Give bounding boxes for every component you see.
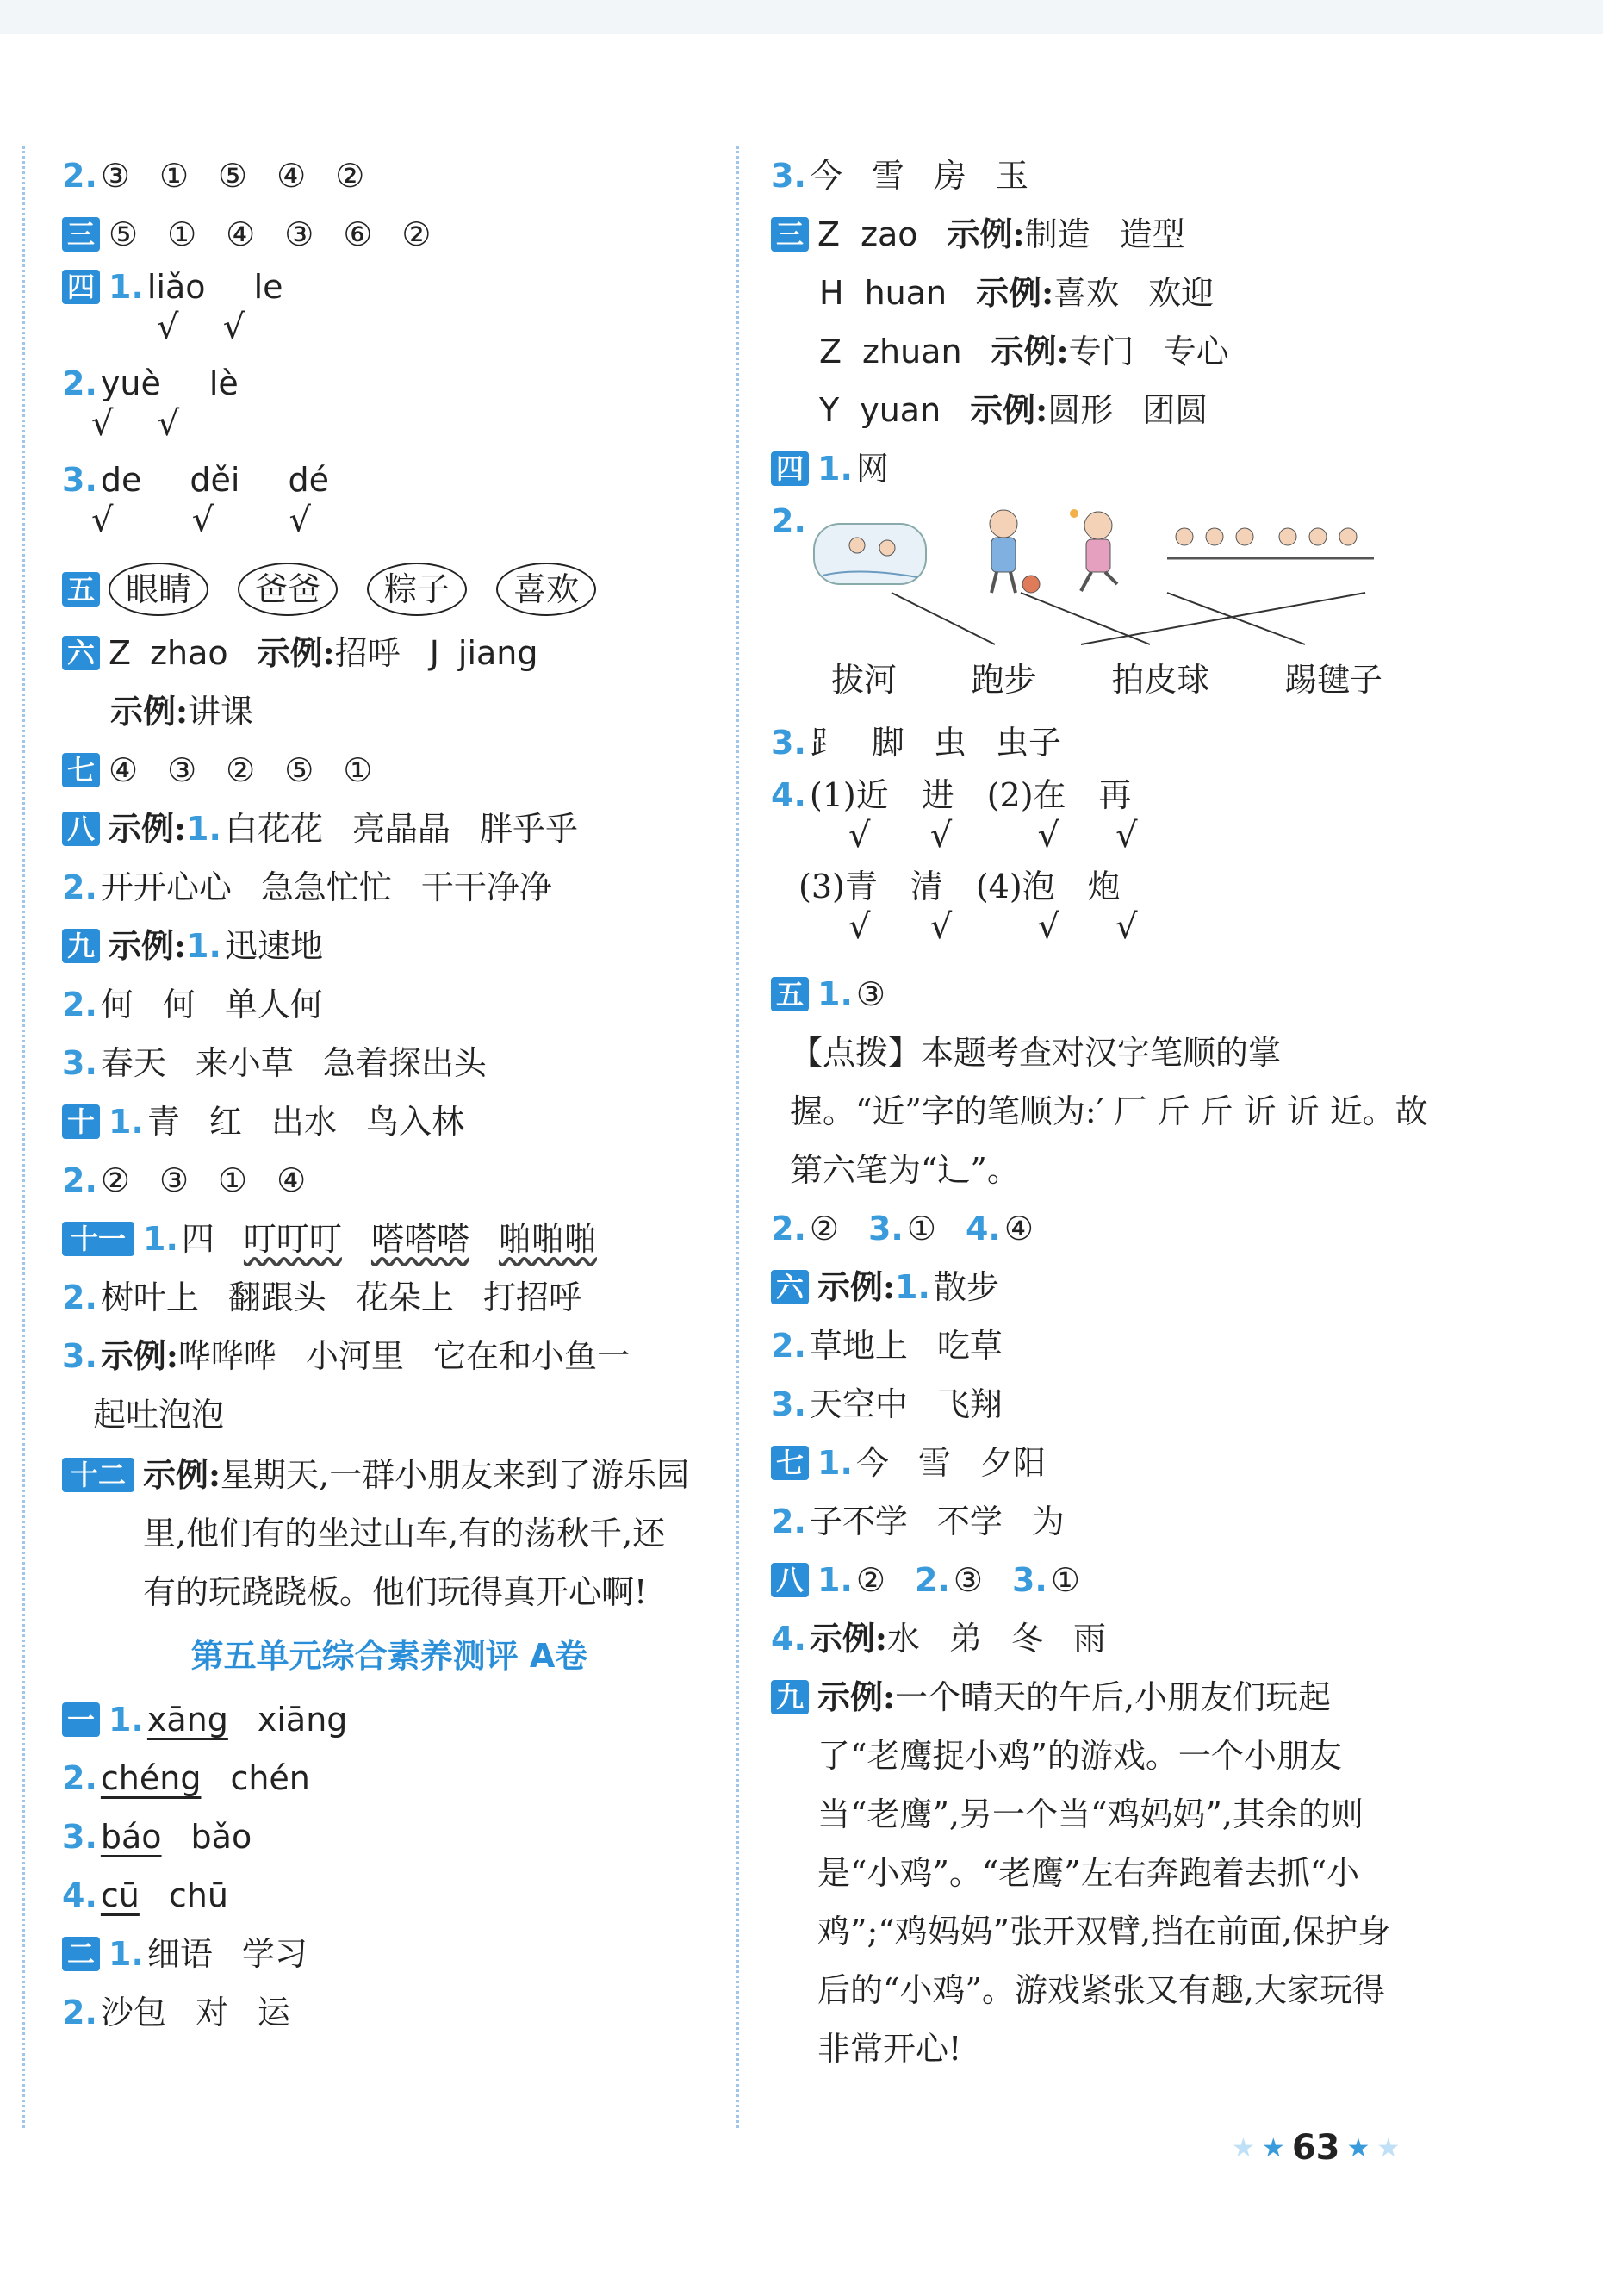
answer: ① — [167, 215, 197, 253]
answer: ⑤ — [218, 157, 248, 195]
answer: 玉 — [995, 157, 1028, 195]
answer: 造型 — [1119, 215, 1185, 253]
answer: 飞翔 — [936, 1385, 1003, 1423]
pinyin-block — [62, 457, 717, 541]
item-number: 1. — [109, 1103, 144, 1141]
activity-label: 踢毽子 — [1283, 661, 1382, 699]
answer: ③ — [158, 1161, 190, 1199]
item-number: 1. — [817, 975, 853, 1013]
page-footer — [1232, 2128, 1400, 2168]
answer: 何 — [100, 986, 134, 1024]
item-number: 4. — [62, 1876, 97, 1914]
pinyin: le — [253, 268, 283, 306]
answer: 招呼 — [334, 634, 401, 672]
left-border — [22, 146, 25, 2128]
pinyin: xiāng — [257, 1701, 348, 1739]
item-number: 3. — [771, 724, 806, 762]
circled-word: 粽子 — [367, 563, 467, 616]
answer-row — [771, 264, 1434, 322]
star-icon: ★ — [1232, 2132, 1255, 2163]
letter: H — [819, 274, 844, 312]
answer: 网 — [855, 450, 889, 488]
pinyin: de — [100, 461, 142, 499]
activity-label: 拍皮球 — [1111, 661, 1210, 699]
pinyin: zao — [861, 215, 918, 253]
answer-row — [771, 1551, 1434, 1609]
answer: 今 — [809, 157, 842, 195]
right-column — [771, 146, 1434, 2078]
pinyin: chén — [230, 1759, 310, 1797]
circled-word: 喜欢 — [496, 563, 596, 616]
item-number: 3. — [867, 1210, 904, 1248]
example-label: 示例: — [970, 390, 1048, 429]
answer-row — [62, 1034, 717, 1092]
answer: 单人何 — [224, 986, 323, 1024]
answer-row — [62, 1808, 717, 1866]
answer: ① — [218, 1161, 248, 1199]
example-label: 示例: — [257, 633, 335, 672]
swimming-scene-icon — [814, 524, 926, 584]
column-divider — [736, 146, 739, 2128]
answer: 水 — [886, 1620, 920, 1658]
answer: ② — [401, 215, 432, 253]
pinyin: liǎo — [146, 268, 206, 306]
answer: 迅速地 — [224, 927, 323, 965]
answer: 草地上 — [809, 1327, 908, 1365]
answer: 何 — [162, 986, 196, 1024]
item-number: 1. — [817, 1444, 853, 1482]
section-badge: 七 — [62, 753, 100, 787]
answer: 虫 — [933, 724, 966, 762]
answer: 干干净净 — [420, 868, 552, 906]
answer-row — [771, 1199, 1434, 1258]
item-number: 2. — [771, 1327, 806, 1365]
answer: 树叶上 — [100, 1279, 199, 1316]
answer: 团圆 — [1142, 391, 1208, 429]
section-badge: 三 — [62, 217, 100, 252]
answer: 运 — [257, 1994, 290, 2032]
answer-row — [771, 322, 1434, 381]
check-mark: √ — [929, 907, 953, 947]
answer: 亮晶晶 — [351, 810, 450, 848]
paragraph-text: 一个晴天的午后,小朋友们玩起了“老鹰捉小鸡”的游戏。一个小朋友当“老鹰”,另一个当“鸡妈妈”,其余的则是“小鸡”。“老鹰”左右奔跑着去抓“小鸡”;“鸡妈妈”张开双臂,挡在前面,保护身后的“小鸡”。游戏紧张又有趣,大家玩得非常开心! — [817, 1678, 1391, 2068]
pinyin-row — [62, 264, 717, 310]
item-number: 3. — [771, 1385, 806, 1423]
answer: ③ — [167, 751, 197, 789]
pinyin-options — [101, 457, 329, 503]
answer: 起吐泡泡 — [93, 1396, 225, 1434]
answer-row — [771, 1375, 1434, 1434]
answer: (3)青 清 (4)泡 炮 — [798, 868, 1121, 905]
pinyin: yuan — [860, 391, 941, 429]
pinyin-row — [62, 457, 717, 503]
section-badge: 十 — [62, 1104, 100, 1139]
answer: 学习 — [241, 1935, 308, 1973]
check-mark: √ — [848, 816, 871, 856]
answer-row — [771, 772, 1434, 818]
answer: 专门 — [1068, 333, 1134, 370]
answer-row — [771, 965, 1434, 1024]
pinyin: cū — [100, 1876, 140, 1914]
section-badge: 十一 — [62, 1222, 134, 1256]
section-badge: 四 — [62, 270, 100, 304]
activity-label: 拔河 — [831, 661, 898, 699]
letter: J — [429, 634, 439, 672]
section-badge: 五 — [62, 572, 100, 607]
answer: ② — [226, 751, 256, 789]
answer: 打招呼 — [482, 1279, 581, 1316]
answer-row — [771, 381, 1434, 439]
answer: 讲课 — [188, 693, 254, 731]
answer-row — [771, 1434, 1434, 1492]
answer: 为 — [1031, 1503, 1065, 1540]
section-badge: 三 — [771, 217, 809, 252]
answer: 弟 — [948, 1620, 982, 1658]
pinyin-row — [62, 360, 717, 407]
check-mark: √ — [848, 907, 871, 947]
example-label: 示例: — [817, 1267, 896, 1306]
example-label: 示例: — [109, 926, 187, 965]
answer: ② — [335, 157, 365, 195]
answer: 吃草 — [936, 1327, 1003, 1365]
item-number: 2. — [62, 1279, 97, 1316]
answer: 房 — [933, 157, 966, 195]
pinyin-block — [62, 264, 717, 348]
tick-row — [848, 907, 1434, 948]
example-paragraph — [62, 1446, 717, 1621]
answer: 嗒嗒嗒 — [370, 1220, 469, 1258]
answer: 雪 — [917, 1444, 951, 1482]
example-label: 示例: — [809, 1619, 887, 1658]
answer: ④ — [226, 215, 256, 253]
check-mark: √ — [289, 501, 311, 540]
example-label: 示例: — [143, 1455, 221, 1494]
pinyin: huan — [864, 274, 948, 312]
tug-of-war-icon — [1167, 528, 1374, 558]
item-number: 2. — [62, 868, 97, 906]
pinyin: děi — [190, 461, 240, 499]
answer: 青 — [146, 1103, 180, 1141]
answer-row — [62, 1690, 717, 1749]
example-label: 示例: — [109, 809, 187, 848]
item-number: 1. — [109, 268, 144, 306]
section-badge: 四 — [771, 451, 809, 486]
answer-row — [771, 863, 1434, 910]
answer: ⻊ — [809, 724, 842, 762]
answer-row — [62, 1210, 717, 1268]
section-badge: 六 — [771, 1270, 809, 1304]
circled-word: 眼睛 — [109, 563, 208, 616]
answer: 雪 — [871, 157, 904, 195]
pinyin-block — [62, 360, 717, 445]
answer: 出水 — [270, 1103, 337, 1141]
item-number: 2. — [62, 986, 97, 1024]
answer: ④ — [276, 157, 307, 195]
answer-row — [62, 682, 717, 741]
answer: ② — [100, 1161, 130, 1199]
section-title: 第五单元综合素养测评 A卷 — [190, 1637, 588, 1675]
answer: 制造 — [1024, 215, 1090, 253]
tick-row — [848, 818, 1434, 856]
circled-word: 爸爸 — [238, 563, 338, 616]
answer-row — [62, 1385, 717, 1444]
example-label: 示例: — [947, 215, 1025, 253]
answer: 春天 — [100, 1044, 166, 1082]
answer: ② — [809, 1210, 839, 1248]
pinyin: jiang — [457, 634, 538, 672]
pinyin-options — [147, 264, 283, 310]
answer: 散步 — [933, 1268, 999, 1306]
answer-row — [62, 1983, 717, 2042]
answer-row — [62, 741, 717, 800]
top-margin — [0, 0, 1603, 34]
answer: 欢迎 — [1148, 274, 1215, 312]
star-icon: ★ — [1261, 2132, 1285, 2163]
check-mark: √ — [91, 404, 114, 444]
tick-row — [157, 310, 717, 348]
pinyin: zhuan — [862, 333, 962, 370]
answer: 花朵上 — [355, 1279, 454, 1316]
pinyin: dé — [288, 461, 329, 499]
answer-row — [771, 1492, 1434, 1551]
answer: 对 — [195, 1994, 228, 2032]
answer: ⑤ — [109, 215, 139, 253]
answer-row — [62, 1268, 717, 1327]
answer-row — [62, 1092, 717, 1151]
example-label: 示例: — [817, 1677, 896, 1716]
answer: 来小草 — [195, 1044, 294, 1082]
answer-row — [62, 1925, 717, 1983]
answer: ④ — [1003, 1210, 1034, 1248]
answer-row — [771, 439, 1434, 498]
section-badge: 一 — [62, 1702, 100, 1737]
answer-row — [771, 146, 1434, 205]
answer: 白花花 — [224, 810, 323, 848]
answer: 专心 — [1163, 333, 1229, 370]
answer-row — [62, 975, 717, 1034]
answer: 脚 — [871, 724, 904, 762]
item-number: 4. — [771, 776, 806, 814]
pinyin: chéng — [100, 1759, 202, 1797]
answer-row — [771, 1316, 1434, 1375]
answer: 开开心心 — [100, 868, 232, 906]
answer: 急着探出头 — [322, 1044, 487, 1082]
pinyin: báo — [100, 1818, 162, 1856]
item-number: 3. — [771, 157, 806, 195]
answer: ⑥ — [343, 215, 373, 253]
answer: 叮叮叮 — [243, 1220, 342, 1258]
matching-exercise — [771, 498, 1434, 713]
answer: 天空中 — [809, 1385, 908, 1423]
pinyin: lè — [208, 364, 239, 402]
item-number: 3. — [62, 1044, 97, 1082]
answer: 四 — [181, 1220, 214, 1258]
answer-row — [62, 1749, 717, 1808]
answer: ③ — [284, 215, 314, 253]
answer-row — [62, 555, 717, 624]
item-number: 2. — [62, 1759, 97, 1797]
answer-row — [62, 1866, 717, 1925]
check-mark: √ — [1037, 816, 1059, 856]
answer: ③ — [855, 975, 885, 1013]
check-mark: √ — [157, 404, 180, 444]
answer-row — [62, 1151, 717, 1210]
section-badge: 九 — [771, 1680, 809, 1714]
item-number: 1. — [109, 1935, 144, 1973]
paragraph-text: 星期天,一群小朋友来到了游乐园里,他们有的坐过山车,有的荡秋千,还有的玩跷跷板。他们玩得真开心啊! — [143, 1456, 690, 1611]
item-number: 1. — [186, 810, 221, 848]
item-number: 1. — [817, 1561, 853, 1599]
answer-row — [771, 1609, 1434, 1668]
item-number: 2. — [771, 1210, 806, 1248]
char-choice-block — [771, 772, 1434, 856]
item-number: 4. — [771, 1620, 806, 1658]
item-number: 3. — [62, 1337, 97, 1375]
section-badge: 八 — [771, 1563, 809, 1597]
item-number: 1. — [895, 1268, 930, 1306]
item-number: 3. — [62, 461, 97, 499]
example-label: 示例: — [976, 273, 1054, 312]
check-mark: √ — [191, 501, 214, 540]
answer: 夕阳 — [979, 1444, 1046, 1482]
answer: ① — [906, 1210, 936, 1248]
item-number: 1. — [109, 1701, 144, 1739]
item-number: 2. — [914, 1561, 950, 1599]
answer: 今 — [855, 1444, 889, 1482]
letter: Y — [819, 391, 840, 429]
item-number: 1. — [817, 450, 853, 488]
pinyin: xāng — [146, 1701, 228, 1739]
answer: 急急忙忙 — [260, 868, 392, 906]
answer-row — [62, 205, 717, 264]
answer-row — [62, 1327, 717, 1385]
shuttlecock-kid-icon — [1070, 509, 1117, 591]
answer-row — [62, 858, 717, 917]
check-mark: √ — [222, 308, 245, 347]
answer: ⑤ — [284, 751, 314, 789]
answer: 红 — [208, 1103, 242, 1141]
answer: 圆形 — [1047, 391, 1114, 429]
answer: 虫子 — [995, 724, 1061, 762]
page-number: 63 — [1291, 2128, 1340, 2168]
section-badge: 八 — [62, 812, 100, 846]
check-mark: √ — [1115, 907, 1138, 947]
letter: Z — [819, 333, 842, 370]
star-icon: ★ — [1376, 2132, 1401, 2163]
answer: 小河里 — [305, 1337, 404, 1375]
star-icon: ★ — [1346, 2132, 1370, 2163]
answer: 啪啪啪 — [498, 1220, 597, 1258]
answer: ③ — [953, 1561, 983, 1599]
answer: 细语 — [146, 1935, 213, 1973]
answer: 它在和小鱼一 — [432, 1337, 630, 1375]
left-column — [62, 146, 717, 2042]
item-number: 1. — [143, 1220, 178, 1258]
letter: Z — [817, 215, 841, 253]
example-paragraph — [771, 1668, 1434, 2078]
activity-labels — [831, 653, 1382, 700]
section-badge: 九 — [62, 929, 100, 963]
answer: 鸟入林 — [365, 1103, 464, 1141]
answer: 喜欢 — [1053, 274, 1120, 312]
tick-row — [91, 503, 717, 541]
item-number: 2. — [62, 1161, 97, 1199]
hint-note: 【点拨】本题考查对汉字笔顺的掌握。“近”字的笔顺为:′ 厂 斤 斤 䜣 䜣 近。故第六笔为“辶”。 — [790, 1034, 1428, 1189]
example-label: 示例: — [110, 692, 189, 731]
item-number: 3. — [62, 1818, 97, 1856]
matching-lines — [892, 593, 1365, 644]
activity-label: 跑步 — [971, 661, 1037, 699]
tick-row — [91, 404, 717, 445]
letter: Z — [109, 634, 132, 672]
answer: ② — [855, 1561, 885, 1599]
sports-illustration — [805, 498, 1426, 649]
answer: ① — [343, 751, 373, 789]
answer: ④ — [276, 1161, 307, 1199]
pinyin: yuè — [100, 364, 161, 402]
answer: 子不学 — [809, 1503, 908, 1540]
answer-row — [771, 205, 1434, 264]
pinyin: chū — [168, 1876, 228, 1914]
answer: (1)近 进 (2)在 再 — [809, 776, 1132, 814]
pinyin-options — [101, 360, 239, 407]
example-label: 示例: — [991, 332, 1069, 370]
answer: ③ — [100, 157, 130, 195]
answer: 沙包 — [100, 1994, 166, 2032]
section-badge: 二 — [62, 1937, 100, 1971]
example-label: 示例: — [100, 1336, 178, 1375]
item-number: 2. — [62, 157, 97, 195]
item-number: 2. — [62, 364, 97, 402]
answer: ① — [1050, 1561, 1080, 1599]
pinyin: bǎo — [190, 1818, 252, 1856]
answer-row — [62, 624, 717, 682]
item-number: 2. — [771, 502, 806, 540]
check-mark: √ — [157, 308, 179, 347]
section-badge: 十二 — [62, 1458, 134, 1492]
answer: 不学 — [936, 1503, 1003, 1540]
answer: ④ — [109, 751, 139, 789]
section-badge: 六 — [62, 636, 100, 670]
item-number: 2. — [771, 1503, 806, 1540]
check-mark: √ — [1037, 907, 1059, 947]
item-number: 3. — [1011, 1561, 1047, 1599]
answer: 翻跟头 — [227, 1279, 326, 1316]
answer: 冬 — [1010, 1620, 1044, 1658]
answer: ① — [158, 157, 190, 195]
item-number: 2. — [62, 1994, 97, 2032]
answer-row — [62, 800, 717, 858]
check-mark: √ — [91, 501, 114, 540]
section-badge: 五 — [771, 977, 809, 1011]
item-number: 4. — [965, 1210, 1001, 1248]
answer-row — [771, 1258, 1434, 1316]
item-number: 1. — [186, 927, 221, 965]
check-mark: √ — [929, 816, 953, 856]
answer-row — [62, 917, 717, 975]
answer-row — [771, 713, 1434, 772]
answer: 雨 — [1072, 1620, 1106, 1658]
answer-row — [62, 146, 717, 205]
char-choice-block — [771, 863, 1434, 948]
section-badge: 七 — [771, 1446, 809, 1480]
answer: 胖乎乎 — [479, 810, 578, 848]
answer: 哗哗哗 — [177, 1337, 276, 1375]
pinyin: zhao — [150, 634, 228, 672]
running-kid-icon — [990, 510, 1040, 593]
check-mark: √ — [1115, 816, 1138, 856]
